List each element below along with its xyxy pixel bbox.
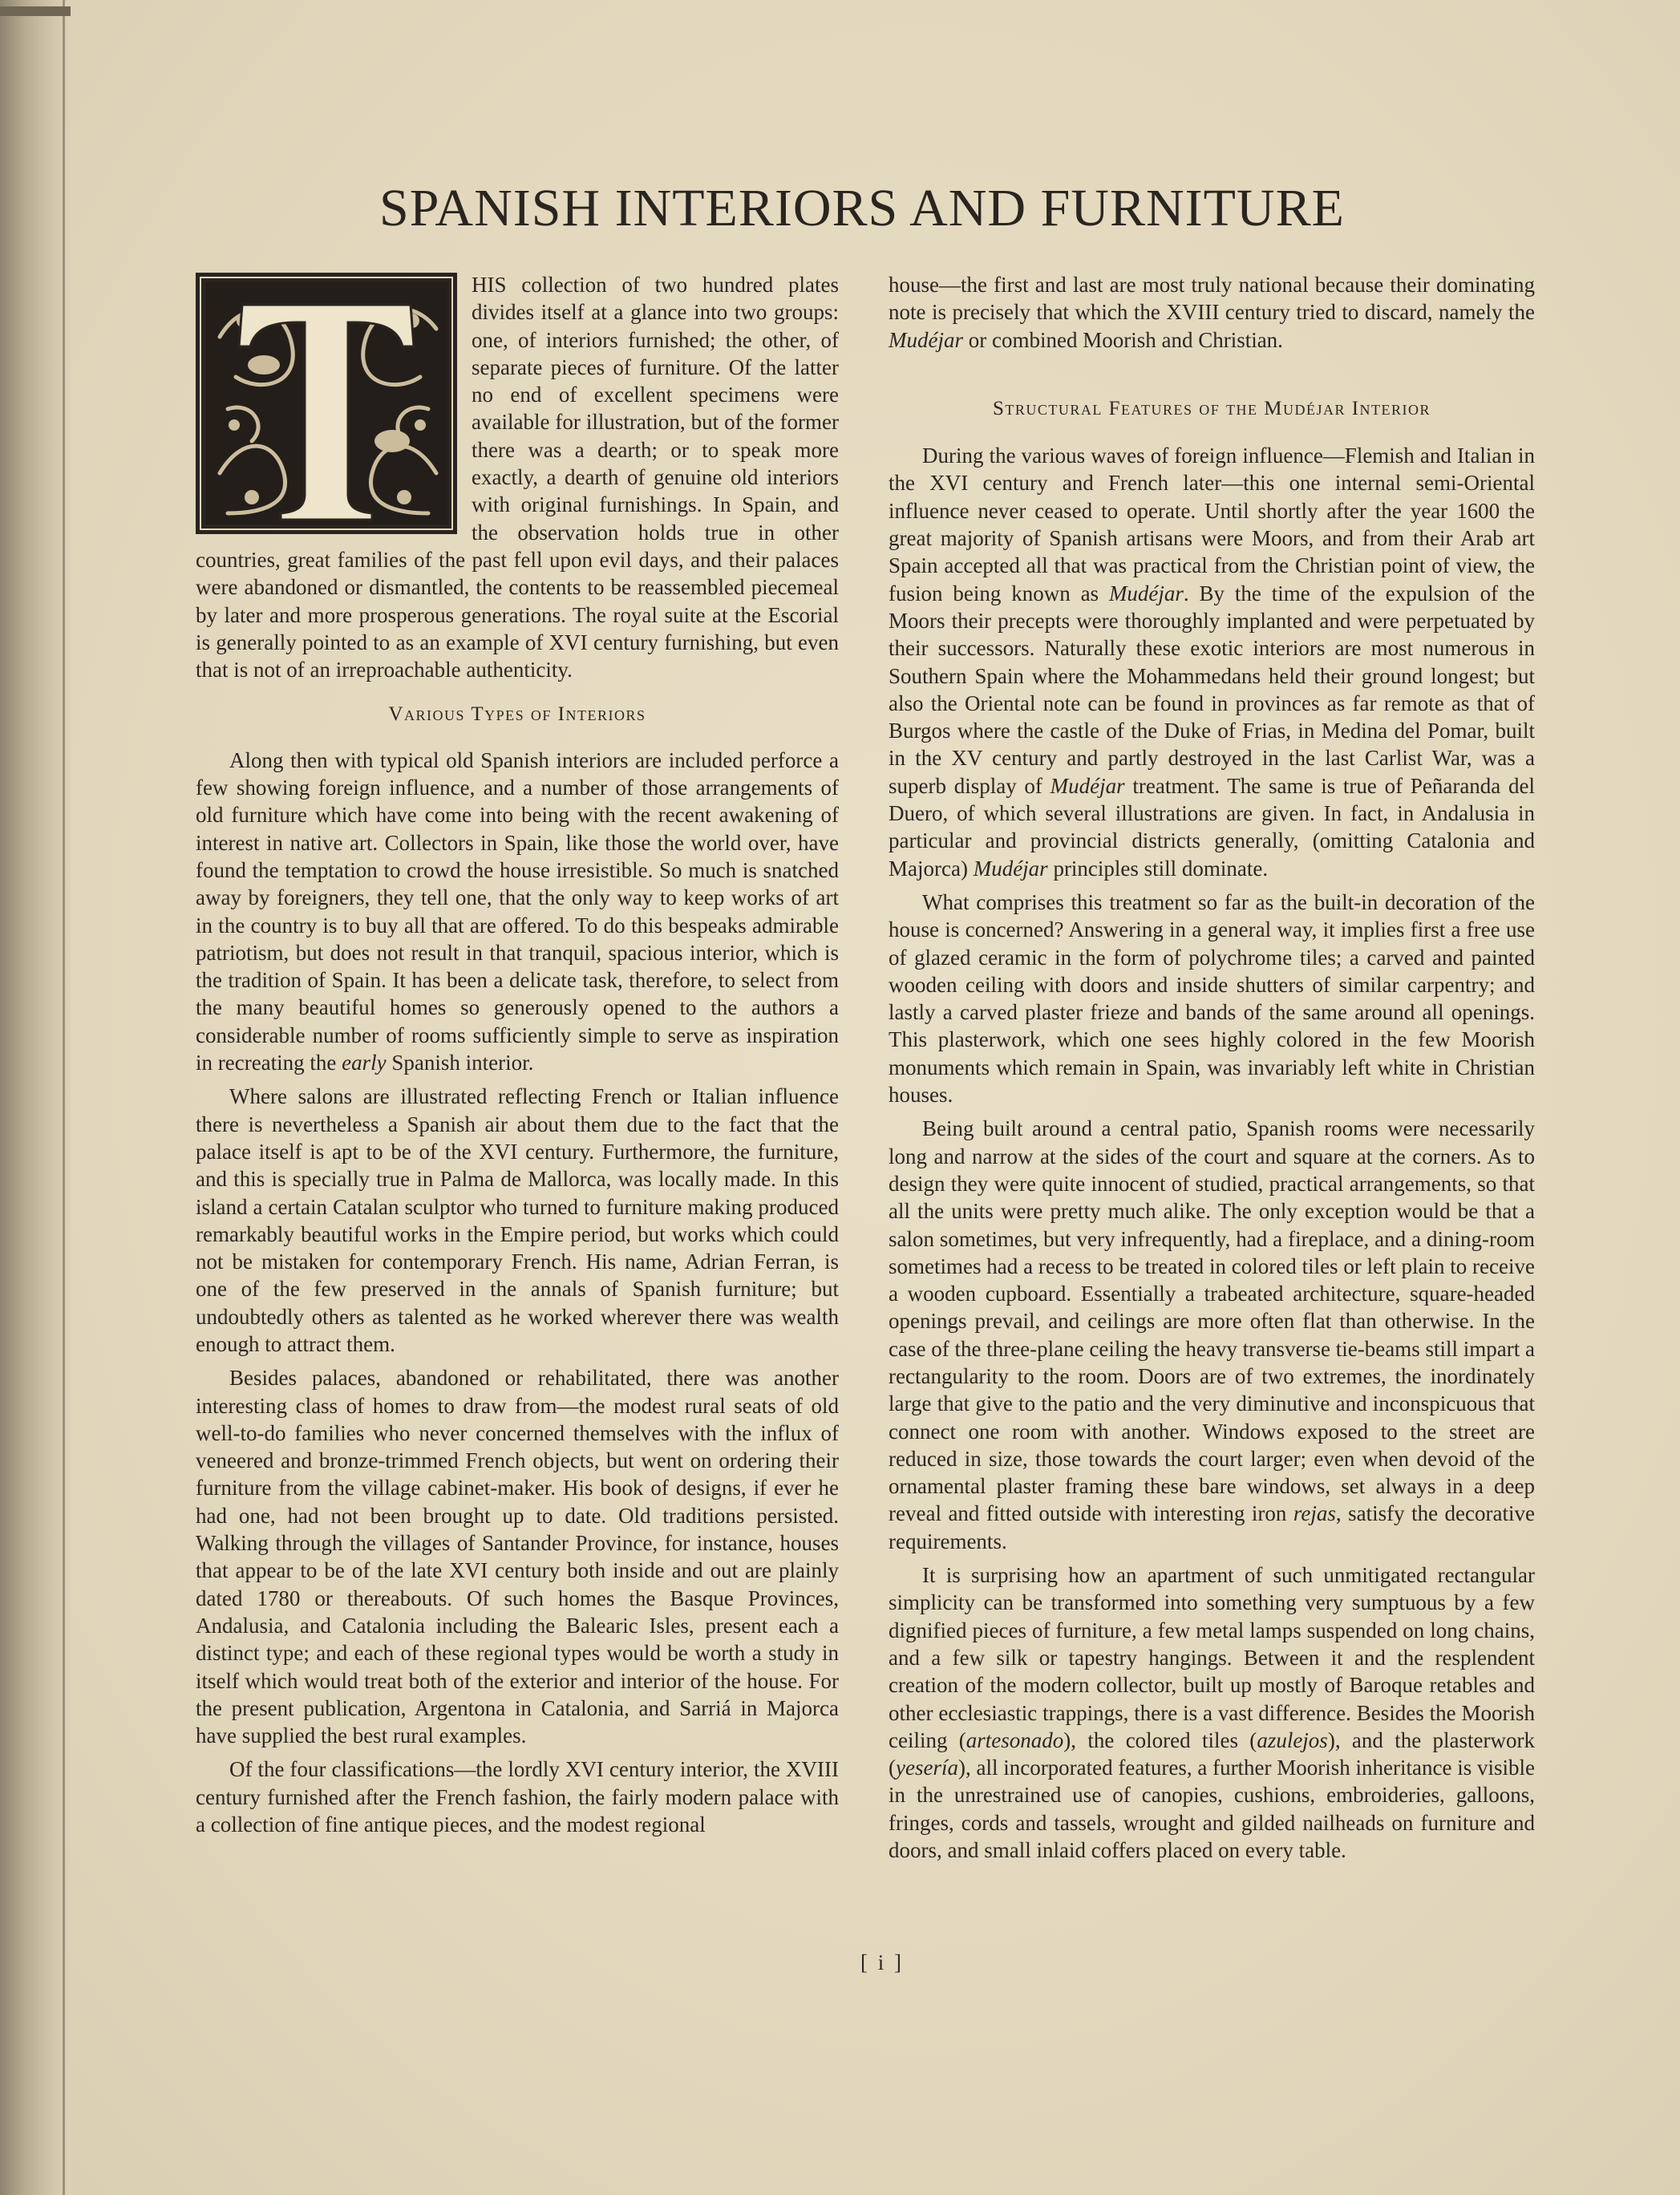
left-column [196,271,839,1845]
emphasis: rejas [1293,1501,1336,1526]
paragraph [889,1561,1535,1864]
text: ), all incorporated features, a further Moorish inheritance is visible in the unrestrained use of canopies, cushions, embroideries, galloons, fringes, cords and tassels, wrought and gilded nailheads on furniture and doors, and small inlaid coffers placed on every table. [889,1756,1535,1863]
binding-tab [0,6,71,16]
intro-paragraph: HIS collection of two hundred plates divides itself at a glance into two groups: one, of interiors furnished; the other, of separate pieces of furniture. Of the latter no end of excellent specimens were available for illustration, but of the former there was a dearth; or to speak more exactly, a dearth of genuine old interiors with original furnishings. In Spain, and the observation holds true in other countries, great families of the past fell upon evil days, and their palaces were abandoned or dismantled, the contents to be reassembled piecemeal by later and more prosperous generations. The royal suite at the Escorial is generally pointed to as an example of XVI century furnishing, but even that is not of an irreproachable authenticity. [196,273,839,682]
paragraph: What comprises this treatment so far as the built-in decoration of the house is concerned? Answering in a general way, it implies first a free use of glazed ceramic in the form of polychrome tiles; a carved and painted wooden ceiling with doors and inside shutters of similar carpentry; and lastly a carved plaster frieze and bands of the same around all openings. This plasterwork, which one sees highly colored in the few Moorish monuments which remain in Spain, was invariably left white in Christian houses. [889,889,1535,1108]
emphasis: artesonado [965,1727,1064,1752]
text: house—the first and last are most truly national because their dominating note is precisely that which the XVIII century tried to discard, namely the [889,273,1535,325]
paragraph [889,1115,1535,1555]
emphasis: Mudéjar [1108,581,1184,605]
section-heading-types: Various Types of Interiors [388,703,646,726]
text: Along then with typical old Spanish interiors are included perforce a few showing foreign influence, and a number of those arrangements of old furniture which have come into being with the recent awakening of interest in native art. Collectors in Spain, like those the world over, have found the temptation to crowd the house irresistible. So much is snatched away by foreigners, they tell one, that the only way to keep works of art in the country is to buy all that are offered. To do this bespeaks admirable patriotism, but does not result in that tranquil, spacious interior, which is the tradition of Spain. It has been a delicate task, therefore, to select from the many beautiful homes so generously opened to the authors a considerable number of rooms sufficiently simple to serve as inspiration in recreating the [196,747,839,1075]
paragraph: Where salons are illustrated reflecting French or Italian influence there is nevertheless a Spanish air about them due to the fact that the palace itself is apt to be of the XVI century. Furthermore, the furniture, and this is specially true in Palma de Mallorca, was locally made. In this island a certain Catalan sculptor who turned to furniture making produced remarkably beautiful works in the Empire period, but works which could not be mistaken for contemporary French. His name, Adrian Ferran, is one of the few preserved in the annals of Spanish furniture; but undoubtedly others as talented as he worked wherever there was wealth enough to attract them. [196,1084,839,1356]
text: During the various waves of foreign influence—Flemish and Italian in the XVI century and French later—this one internal semi-Oriental influence never ceased to operate. Until shortly after the year 1600 the great majority of Spanish artisans were Moors, and from their Arab art Spain accepted all that was practical from the Christian point of view, the fusion being known as [889,443,1535,605]
emphasis: Mudéjar [1050,773,1125,798]
text: ), and the plasterwork ( [889,1727,1535,1780]
text: Spanish interior. [386,1051,534,1075]
binding-edge [63,0,65,2195]
text: It is surprising how an apartment of such unmitigated rectangular simplicity can be transformed into something very sumptuous by a few dignified pieces of furniture, a few metal lamps suspended on long chains, and a few silk or tapestry hangings. Between it and the resplendent creation of the modern collector, built up mostly of Baroque retables and other ecclesiastic trappings, there is a vast difference. Besides the Moorish ceiling ( [889,1563,1535,1752]
paragraph: Besides palaces, abandoned or rehabilitated, there was another interesting class of homes to draw from—the modest rural seats of old well-to-do families who never concerned themselves with the influx of veneered and bronze-trimmed French objects, but went on ordering their furniture from the village cabinet-maker. His book of designs, if ever he had one, had not been brought up to date. Old traditions persisted. Walking through the villages of Santander Province, for instance, houses that appear to be of the late XVI century both inside and out are plainly dated 1780 or thereabouts. Of such homes the Basque Provinces, Andalusia, and Catalonia including the Balearic Isles, present each a distinct type; and each of these regional types would be worth a study in itself which would treat both of the exterior and interior of the house. For the present publication, Argentona in Catalonia, and Sarriá in Majorca have supplied the best rural examples. [196,1366,839,1748]
text: Being built around a central patio, Spanish rooms were necessarily long and narrow at the sides of the court and square at the corners. As to design they were quite innocent of studied, practical arrangements, so that all the units were pretty much alike. The only exception would be that a salon sometimes, but very infrequently, had a fireplace, and a dining-room sometimes had a recess to be treated in colored tiles or left plain to receive a wooden cupboard. Essentially a trabeated architecture, square-headed openings prevail, and ceilings are more often flat than otherwise. In the case of the three-plane ceiling the heavy transverse tie-beams still impart a rectangularity to the room. Doors are of two extremes, the inordinately large that give to the patio and the very diminutive and inconspicuous that connect one room with another. Windows exposed to the street are reduced in size, those towards the court larger; even when devoid of the ornamental plaster framing these bare windows, set always in a deep reveal and fitted outside with interesting iron [889,1116,1535,1526]
emphasis: Mudéjar [973,856,1048,881]
text: , satisfy the decorative requirements. [889,1501,1535,1553]
paragraph [889,442,1535,882]
section-heading-structural: Structural Features of the Mudéjar Interior [992,397,1431,419]
text: ), the colored tiles ( [1063,1727,1257,1752]
emphasis: Mudéjar [889,327,963,352]
text: principles still dominate. [1047,856,1269,881]
emphasis: azulejos [1257,1727,1328,1752]
paragraph-continued [889,271,1535,354]
page-number: [ i ] [860,1950,904,1974]
decorated-initial-t [196,273,457,534]
text: . By the time of the expulsion of the Moors their precepts were thoroughly implanted and were perpetuated by their successors. Naturally these exotic interiors are most numerous in Southern Spain where the Mohammedans held their ground longest; but also the Oriental note can be found in provinces as far remote as that of Burgos where the castle of the Duke of Frias, in Medina del Pomar, built in the XV century and partly destroyed in the last Carlist War, was a superb display of [889,581,1535,798]
page-title: SPANISH INTERIORS AND FURNITURE [379,179,1345,237]
text: or combined Moorish and Christian. [962,327,1283,352]
text: treatment. The same is true of Peñaranda del Duero, of which several illustrations are given. In fact, in Andalusia in particular and provincial districts generally, (omitting Catalonia and Majorca) [889,773,1536,881]
emphasis: early [342,1051,387,1075]
paragraph [196,747,839,1077]
right-column [889,271,1535,1870]
book-binding [0,0,71,2195]
paragraph: Of the four classifications—the lordly XVI century interior, the XVIII century furnished after the French fashion, the fairly modern palace with a collection of fine antique pieces, and the modest regional [196,1757,839,1837]
emphasis: yesería [896,1756,958,1780]
